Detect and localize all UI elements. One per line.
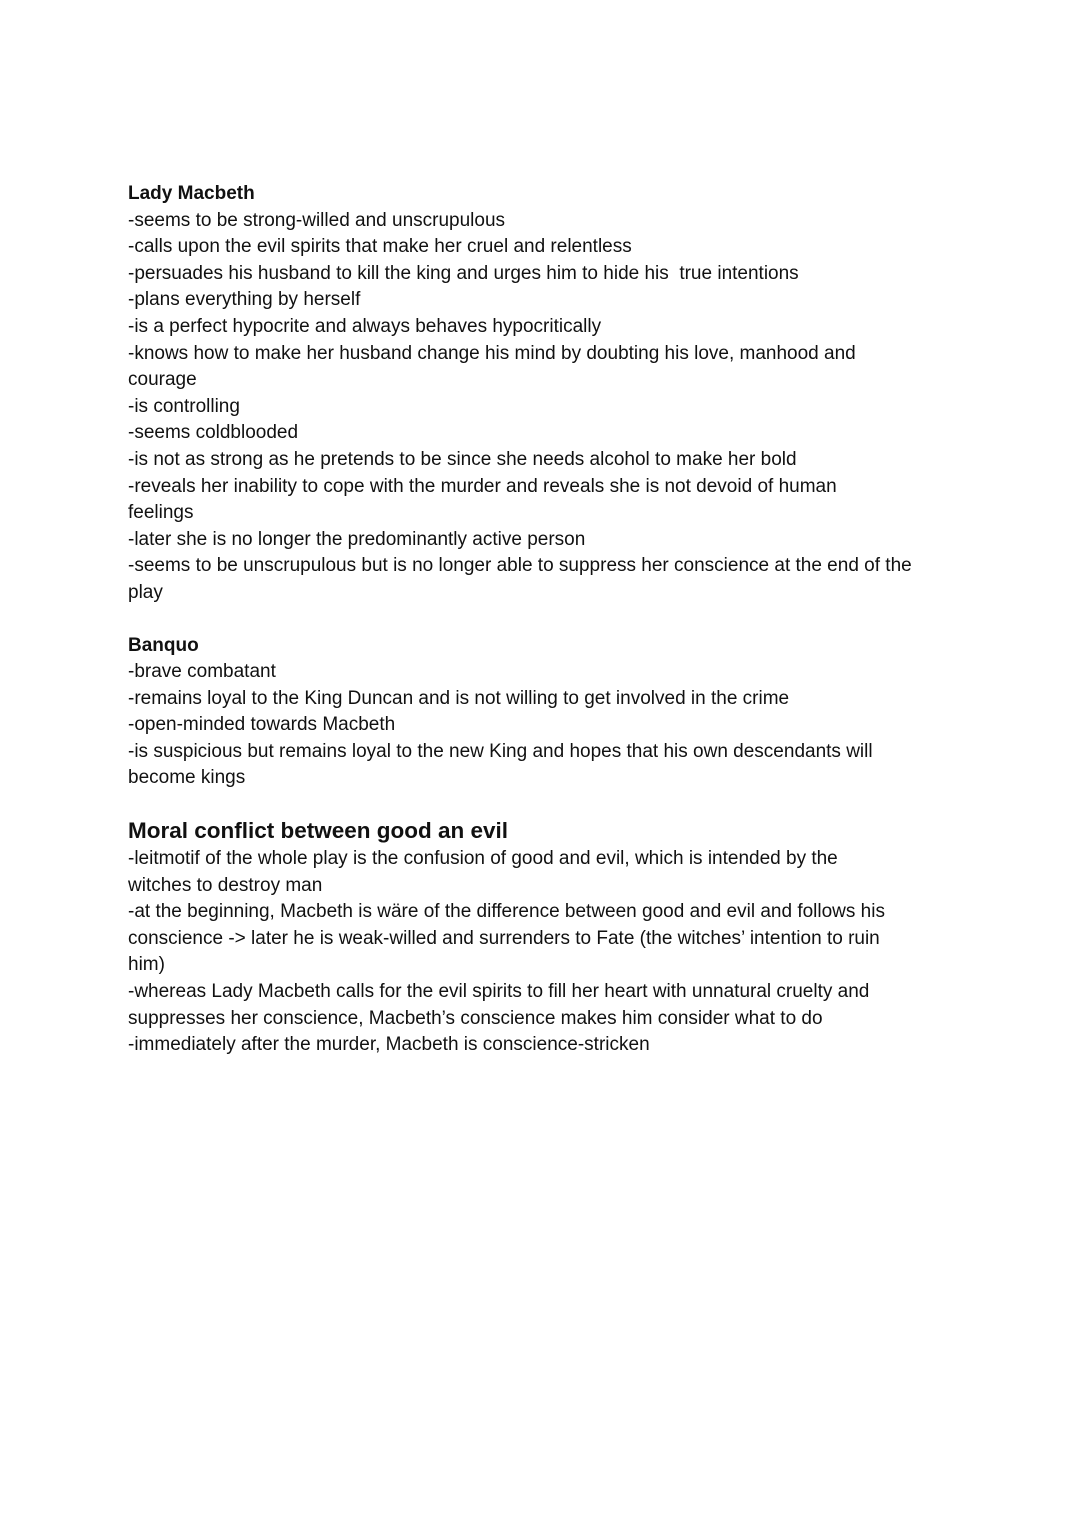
note-line: -later she is no longer the predominantly active person [128, 528, 586, 550]
note-line: -reveals her inability to cope with the murder and reveals she is not devoid of human [128, 475, 837, 497]
section-lady-macbeth [128, 181, 968, 607]
note-line: him) [128, 954, 165, 976]
section-banquo [128, 633, 968, 793]
note-line: -seems to be unscrupulous but is no longer able to suppress her conscience at the end of the [128, 555, 912, 577]
note-line: -is a perfect hypocrite and always behaves hypocritically [128, 315, 602, 337]
note-line: conscience -> later he is weak-willed and surrenders to Fate (the witches’ intention to ruin [128, 927, 880, 949]
note-line: -is controlling [128, 395, 240, 417]
section-heading: Banquo [128, 634, 199, 656]
note-line: -is not as strong as he pretends to be since she needs alcohol to make her bold [128, 448, 797, 470]
note-line: suppresses her conscience, Macbeth’s conscience makes him consider what to do [128, 1007, 823, 1029]
note-line: -is suspicious but remains loyal to the new King and hopes that his own descendants will [128, 740, 873, 762]
note-line: -brave combatant [128, 661, 276, 683]
note-line: feelings [128, 502, 194, 524]
section-moral-conflict [128, 816, 968, 1059]
note-line: -leitmotif of the whole play is the confusion of good and evil, which is intended by the [128, 848, 838, 870]
note-line: become kings [128, 767, 246, 789]
section-heading: Lady Macbeth [128, 183, 255, 204]
note-line: play [128, 581, 163, 603]
note-line: -seems coldblooded [128, 422, 299, 444]
document-page [128, 181, 968, 1059]
note-line: -persuades his husband to kill the king and urges him to hide his true intentions [128, 262, 799, 284]
note-line: -knows how to make her husband change his mind by doubting his love, manhood and [128, 342, 856, 364]
note-line: courage [128, 369, 197, 391]
note-line: -at the beginning, Macbeth is wäre of the difference between good and evil and follows his [128, 901, 885, 923]
note-line: -immediately after the murder, Macbeth is conscience-stricken [128, 1034, 650, 1056]
note-line: -remains loyal to the King Duncan and is not willing to get involved in the crime [128, 687, 790, 709]
note-line: -whereas Lady Macbeth calls for the evil spirits to fill her heart with unnatural cruelty and [128, 981, 870, 1003]
note-line: -plans everything by herself [128, 289, 361, 311]
note-line: -calls upon the evil spirits that make her cruel and relentless [128, 236, 632, 258]
note-line: -seems to be strong-willed and unscrupulous [128, 209, 506, 231]
note-line: -open-minded towards Macbeth [128, 714, 396, 736]
note-line: witches to destroy man [128, 874, 323, 896]
section-heading: Moral conflict between good an evil [128, 818, 509, 844]
